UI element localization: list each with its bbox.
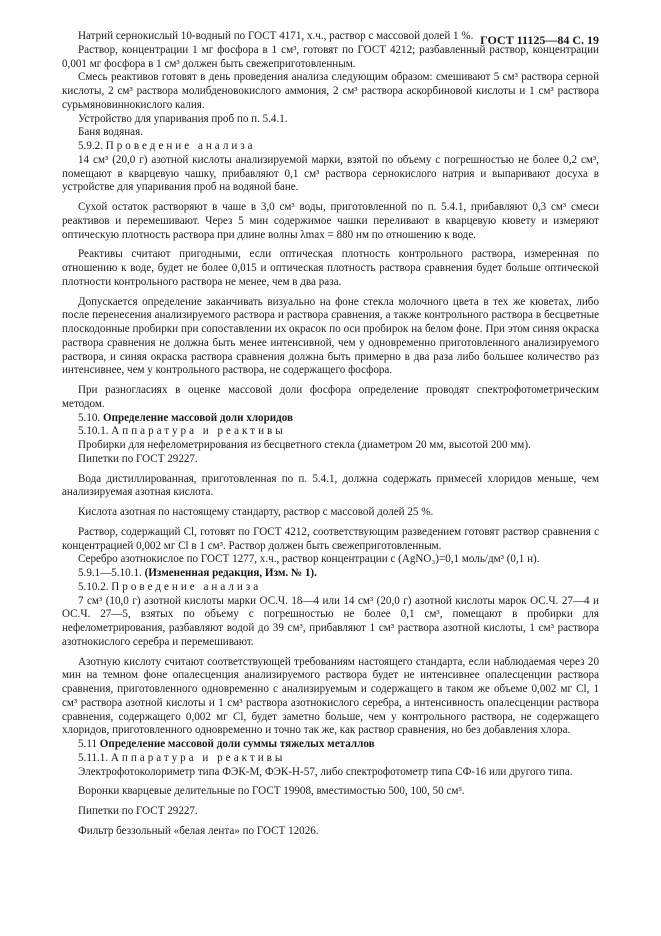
section-heading: Определение массовой доли хлоридов xyxy=(102,411,294,424)
paragraph: Натрий сернокислый 10-водный по ГОСТ 4171, х.ч., раствор с массовой долей 1 %. xyxy=(78,30,474,42)
section-number: 5.9.1—5.10.1. xyxy=(78,567,142,579)
paragraph: Пробирки для нефелометрирования из бесцветного стекла (диаметром 20 мм, высотой 200 мм). xyxy=(78,439,531,451)
paragraph: 7 см³ (10,0 г) азотной кислоты марки ОС.Ч. 18—4 или 14 см³ (20,0 г) азотной кислоты марок ОС.Ч. 27—4 и ОС.Ч. 27—5, взятых по объему с погрешностью не более 0,1 см³, помещают в пробирки для нефелометрирования, разбавляют водой до 39 см³, прибавляют 1 см³ раствора азотной кислоты, 1 см³ раствора азотнокислого серебра и перемешивают. xyxy=(62,594,599,648)
paragraph: Пипетки по ГОСТ 29227. xyxy=(78,452,198,465)
paragraph: Кислота азотная по настоящему стандарту, раствор с массовой долей 25 %. xyxy=(78,506,434,518)
section-subheading: Аппаратура и реактивы xyxy=(110,751,286,764)
paragraph: Устройство для упаривания проб по п. 5.4.1. xyxy=(78,112,288,125)
document-body xyxy=(62,30,599,839)
paragraph xyxy=(62,412,599,426)
paragraph xyxy=(62,738,599,752)
paragraph: Смесь реактивов готовят в день проведения анализа следующим образом: смешивают 5 см³ раствора серной кислоты, 2 см³ раствора молибденовокислого аммония, 2 см³ раствора аскорбиновой кислоты и 1 см³ раствора сурьмяновиннокислого калия. xyxy=(62,71,599,111)
paragraph xyxy=(62,140,599,154)
section-number: 5.10.1. xyxy=(78,425,109,438)
section-number: 5.9.2. xyxy=(78,140,103,152)
paragraph: Пипетки по ГОСТ 29227. xyxy=(78,805,198,817)
page-header: ГОСТ 11125—84 С. 19 xyxy=(480,33,599,47)
section-number: 5.11 xyxy=(78,738,98,750)
paragraph: Серебро азотнокислое по ГОСТ 1277, х.ч., раствор концентрации c (AgNO₃)=0,1 моль/дм³ (0,1 н). xyxy=(78,553,540,566)
paragraph: Допускается определение заканчивать визуально на фоне стекла молочного цвета в тех же кюветах, либо после перенесения анализируемого раствора и раствора сравнения, а также контрольного раствора в бесцветные плоскодонные пробирки при сопоставлении их окрасок по оси пробирок на белом фоне. При этом синяя окраска раствора сравнения не должна быть менее интенсивной, чем у одновременно приготовленного анализируемого раствора, и синяя окраска раствора сравнения должна быть примерно в два раза либо большее количество раз интенсивнее, чем у контрольного раствора, не содержащего фосфора. xyxy=(62,295,599,377)
paragraph xyxy=(62,425,599,439)
section-heading: Определение массовой доли суммы тяжелых металлов xyxy=(99,738,375,750)
paragraph xyxy=(62,567,599,581)
section-heading: (Измененная редакция, Изм. № 1). xyxy=(144,567,317,579)
paragraph: Баня водяная. xyxy=(78,126,143,139)
section-number: 5.10.2. xyxy=(78,580,109,593)
section-subheading: Проведение анализа xyxy=(105,140,256,152)
paragraph: При разногласиях в оценке массовой доли фосфора определение проводят спектрофотометрическим методом. xyxy=(62,384,599,410)
section-number: 5.10. xyxy=(78,411,101,424)
paragraph: Сухой остаток растворяют в чаше в 3,0 см³ воды, приготовленной по п. 5.4.1, прибавляют 0,3 см³ смеси реактивов и перемешивают. Через 5 мин содержимое чашки переливают в кварцевую кювету и измеряют оптическую плотность раствора при длине волны λmax = 880 нм по отношению к воде. xyxy=(62,201,599,241)
paragraph: 14 см³ (20,0 г) азотной кислоты анализируемой марки, взятой по объему с погрешностью не более 0,2 см³, помещают в кварцевую чашку, прибавляют 0,1 см³ раствора сернокислого натрия и выпаривают досуха в устройстве для упаривания проб на водяной бане. xyxy=(62,153,599,194)
paragraph: Фильтр беззольный «белая лента» по ГОСТ 12026. xyxy=(78,824,319,837)
paragraph: Электрофотоколориметр типа ФЭК-М, ФЭК-Н-57, либо спектрофотометр типа СФ-16 или другого типа. xyxy=(78,765,573,778)
paragraph: Реактивы считают пригодными, если оптическая плотность контрольного раствора, измеренная по отношению к воде, будет не более 0,015 и оптическая плотность раствора сравнения будет больше оптической плотности контрольного раствора не менее, чем в два раза. xyxy=(62,248,599,288)
paragraph: Воронки кварцевые делительные по ГОСТ 19908, вместимостью 500, 100, 50 см³. xyxy=(78,785,465,798)
paragraph xyxy=(62,581,599,595)
section-number: 5.11.1. xyxy=(78,751,109,764)
paragraph: Вода дистиллированная, приготовленная по п. 5.4.1, должна содержать примесей хлоридов меньше, чем анализируемая азотная кислота. xyxy=(62,472,599,499)
paragraph xyxy=(62,752,599,766)
paragraph: Азотную кислоту считают соответствующей требованиям настоящего стандарта, если наблюдаемая через 20 мин на темном фоне опалесценция анализируемого раствора будет не интенсивнее опалесценции раствора сравнения, приготовленного одновременно с анализируемым и содержащего в таком же объеме 0,002 мг Cl, 1 см³ раствора азотной кислоты и 1 см³ раствора азотнокислого серебра, а интенсивность опалесценции раствора сравнения, содержащего 0,002 мг Cl, будет заметно больше, чем у контрольного раствора, не содержащего хлоридов, приготовленного одновременно и точно так же, как раствор сравнения, но без добавления хлора. xyxy=(62,655,599,737)
section-subheading: Аппаратура и реактивы xyxy=(111,425,286,438)
section-subheading: Проведение анализа xyxy=(111,580,262,593)
paragraph: Раствор, концентрации 1 мг фосфора в 1 см³, готовят по ГОСТ 4212; разбавленный раствор, концентрации 0,001 мг фосфора в 1 см³ должен быть свежеприготовленным. xyxy=(62,43,599,70)
paragraph: Раствор, содержащий Cl, готовят по ГОСТ 4212, соответствующим разведением готовят раствор сравнения с концентрацией 0,002 мг Cl в 1 см³. Раствор должен быть свежеприготовленным. xyxy=(62,525,599,552)
